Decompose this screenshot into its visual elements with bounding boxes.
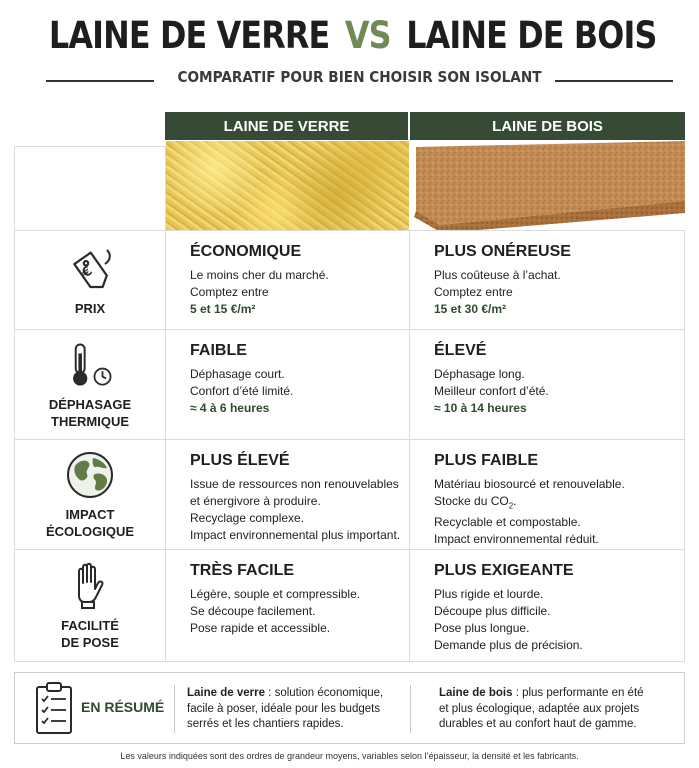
pose-a-line1: Légère, souple et compressible. xyxy=(190,587,361,601)
subtitle: COMPARATIF POUR BIEN CHOISIR SON ISOLANT xyxy=(177,68,542,86)
pose-a-line2: Se découpe facilement. xyxy=(190,604,316,618)
prix-b-line1: Plus coûteuse à l’achat. xyxy=(434,268,561,282)
page-title xyxy=(48,14,657,57)
clipboard-checklist-icon xyxy=(35,681,73,735)
title-left: LAINE DE VERRE xyxy=(48,14,330,57)
impact-a-line3: Recyclage complexe. xyxy=(190,511,305,525)
row-label-pose-text-1: FACILITÉ xyxy=(61,617,119,633)
price-tag-euro-icon xyxy=(65,244,115,294)
row-label-prix xyxy=(14,230,166,330)
dephasage-b-heading: ÉLEVÉ xyxy=(434,342,487,359)
row-label-impact-text-1: IMPACT xyxy=(65,506,115,522)
prix-laine-de-bois-cell xyxy=(409,230,685,330)
co2-text: Stocke du CO xyxy=(434,494,509,508)
dephasage-a-line2: Confort d’été limité. xyxy=(190,384,294,398)
impact-laine-de-bois-cell xyxy=(409,439,685,550)
impact-b-line4: Impact environnemental réduit. xyxy=(434,532,599,547)
summary-divider-1 xyxy=(174,685,175,733)
dephasage-a-heading: FAIBLE xyxy=(190,342,247,359)
impact-b-line2 xyxy=(434,493,684,514)
row-label-dephasage-text-2: THERMIQUE xyxy=(51,413,129,429)
summary-a-bold: Laine de verre xyxy=(187,687,265,699)
summary-b-text-2: et plus écologique, adaptée aux projets xyxy=(439,702,640,715)
row-label-pose-text-2: DE POSE xyxy=(61,634,119,650)
pose-b-line3: Pose plus longue. xyxy=(434,621,530,635)
pose-laine-de-verre-cell xyxy=(165,549,410,662)
dephasage-a-key: ≈ 4 à 6 heures xyxy=(190,401,270,415)
dephasage-laine-de-verre-cell xyxy=(165,329,410,440)
summary-laine-de-bois xyxy=(439,686,644,733)
impact-a-line2: et énergivore à produire. xyxy=(190,494,321,508)
pose-b-line4: Demande plus de précision. xyxy=(434,638,583,652)
row-label-dephasage xyxy=(14,329,166,440)
globe-icon xyxy=(65,450,115,500)
summary-a-text-2: facile à poser, idéale pour les budgets xyxy=(187,702,381,715)
pose-a-heading: TRÈS FACILE xyxy=(190,562,295,579)
pose-b-line1: Plus rigide et lourde. xyxy=(434,587,544,601)
row-label-prix-text: PRIX xyxy=(74,300,106,316)
pose-laine-de-bois-cell xyxy=(409,549,685,662)
summary-divider-2 xyxy=(410,685,411,733)
svg-text:€: € xyxy=(79,263,96,281)
summary-b-bold: Laine de bois xyxy=(439,687,513,699)
glass-wool-image xyxy=(166,141,409,230)
impact-a-line1: Issue de ressources non renouvelables xyxy=(190,477,399,491)
summary-b-text-1: : plus performante en été xyxy=(512,687,644,699)
impact-b-line1: Matériau biosourcé et renouvelable. xyxy=(434,477,625,491)
pose-b-line2: Découpe plus difficile. xyxy=(434,604,551,618)
summary-box xyxy=(14,672,685,744)
prix-a-heading: ÉCONOMIQUE xyxy=(190,243,302,260)
summary-label: EN RÉSUMÉ xyxy=(81,699,165,715)
prix-b-line2: Comptez entre xyxy=(434,285,513,299)
glove-hand-icon xyxy=(65,561,115,611)
prix-a-key: 5 et 15 €/m² xyxy=(190,302,256,316)
footnote: Les valeurs indiquées sont des ordres de grandeur moyens, variables selon l’épaisseur, la densité et les fabricants. xyxy=(120,751,579,761)
prix-laine-de-verre-cell xyxy=(165,230,410,330)
title-vs: VS xyxy=(344,14,391,57)
image-row-empty-cell xyxy=(14,146,166,231)
impact-a-heading: PLUS ÉLEVÉ xyxy=(190,452,290,469)
impact-laine-de-verre-cell xyxy=(165,439,410,550)
pose-a-line3: Pose rapide et accessible. xyxy=(190,621,331,635)
pose-b-heading: PLUS EXIGEANTE xyxy=(434,562,574,579)
prix-b-heading: PLUS ONÉREUSE xyxy=(434,243,571,260)
dephasage-a-line1: Déphasage court. xyxy=(190,367,285,381)
subtitle-row xyxy=(46,68,673,92)
summary-b-text-3: durables et au confort haut de gamme. xyxy=(439,718,637,730)
row-label-dephasage-text-1: DÉPHASAGE xyxy=(48,396,132,412)
subtitle-divider-right xyxy=(555,80,673,82)
dephasage-b-line2: Meilleur confort d’été. xyxy=(434,384,549,398)
co2-subscript: 2 xyxy=(508,501,514,511)
prix-b-key: 15 et 30 €/m² xyxy=(434,302,507,316)
dephasage-b-line1: Déphasage long. xyxy=(434,367,525,381)
column-header-laine-de-bois: LAINE DE BOIS xyxy=(410,112,685,140)
summary-a-text-1: : solution économique, xyxy=(264,687,384,699)
dephasage-b-key: ≈ 10 à 14 heures xyxy=(434,401,527,415)
wood-wool-image xyxy=(410,141,685,230)
thermometer-clock-icon xyxy=(65,340,115,390)
row-label-pose xyxy=(14,549,166,662)
co2-period: . xyxy=(513,494,517,508)
column-header-laine-de-verre: LAINE DE VERRE xyxy=(165,112,408,140)
summary-laine-de-verre xyxy=(187,686,383,733)
prix-a-line1: Le moins cher du marché. xyxy=(190,268,329,282)
impact-b-heading: PLUS FAIBLE xyxy=(434,452,539,469)
impact-a-line4: Impact environnemental plus important. xyxy=(190,528,401,542)
summary-a-text-3: serrés et les chantiers rapides. xyxy=(187,718,344,730)
row-label-impact xyxy=(14,439,166,550)
dephasage-laine-de-bois-cell xyxy=(409,329,685,440)
prix-a-line2: Comptez entre xyxy=(190,285,269,299)
title-right: LAINE DE BOIS xyxy=(406,14,657,57)
impact-b-line3: Recyclable et compostable. xyxy=(434,515,581,530)
row-label-impact-text-2: ÉCOLOGIQUE xyxy=(45,523,135,539)
comparison-table xyxy=(14,112,685,662)
